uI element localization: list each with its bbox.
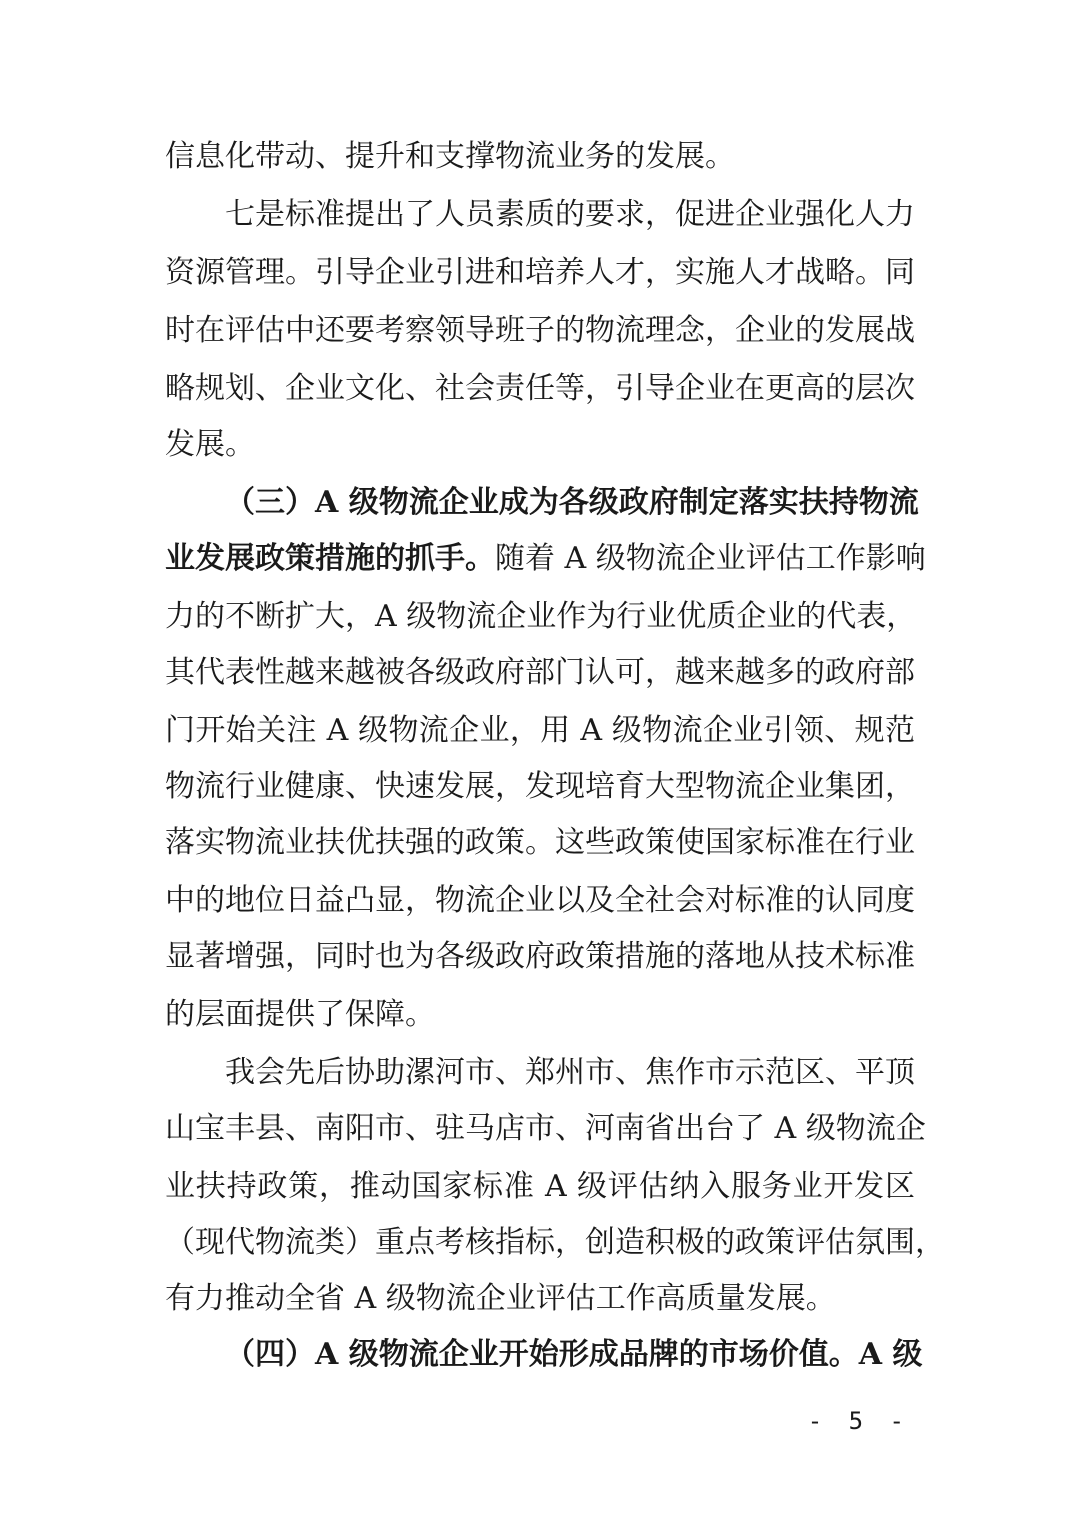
- paragraph-line: 其代表性越来越被各级政府部门认可，越来越多的政府部: [165, 655, 915, 690]
- paragraph-line: [225, 1335, 923, 1375]
- paragraph-line: 发展。: [165, 427, 255, 462]
- paragraph-line: 力的不断扩大，A 级物流企业作为行业优质企业的代表，: [165, 599, 917, 634]
- paragraph-line: 中的地位日益凸显，物流企业以及全社会对标准的认同度: [165, 883, 915, 918]
- paragraph-text: A 级: [858, 1337, 923, 1372]
- page-number: - 5 -: [807, 1407, 910, 1435]
- paragraph-line: 有力推动全省 A 级物流企业评估工作高质量发展。: [165, 1281, 836, 1316]
- paragraph-line: 资源管理。引导企业引进和培养人才，实施人才战略。同: [165, 255, 915, 290]
- paragraph-line: [165, 539, 926, 579]
- paragraph-line: 我会先后协助漯河市、郑州市、焦作市示范区、平顶: [225, 1055, 915, 1090]
- paragraph-line: 时在评估中还要考察领导班子的物流理念，企业的发展战: [165, 313, 915, 348]
- section-heading: （四）A 级物流企业开始形成品牌的市场价值。: [225, 1337, 859, 1372]
- paragraph-text: 随着 A 级物流企业评估工作影响: [495, 541, 926, 576]
- paragraph-line: 业扶持政策，推动国家标准 A 级评估纳入服务业开发区: [165, 1169, 915, 1204]
- paragraph-line: 落实物流业扶优扶强的政策。这些政策使国家标准在行业: [165, 825, 915, 860]
- section-heading: 业发展政策措施的抓手。: [165, 541, 495, 576]
- paragraph-line: 显著增强，同时也为各级政府政策措施的落地从技术标准: [165, 939, 915, 974]
- section-heading: （三）A 级物流企业成为各级政府制定落实扶持物流: [225, 485, 919, 520]
- paragraph-line: 物流行业健康、快速发展，发现培育大型物流企业集团，: [165, 769, 915, 804]
- paragraph-line: （现代物流类）重点考核指标，创造积极的政策评估氛围，: [165, 1225, 945, 1260]
- paragraph-line: 信息化带动、提升和支撑物流业务的发展。: [165, 139, 735, 174]
- paragraph-line: 山宝丰县、南阳市、驻马店市、河南省出台了 A 级物流企: [165, 1111, 926, 1146]
- paragraph-line: 七是标准提出了人员素质的要求，促进企业强化人力: [225, 197, 915, 232]
- paragraph-line: 门开始关注 A 级物流企业，用 A 级物流企业引领、规范: [165, 713, 915, 748]
- paragraph-line: 略规划、企业文化、社会责任等，引导企业在更高的层次: [165, 371, 915, 406]
- paragraph-line: 的层面提供了保障。: [165, 997, 435, 1032]
